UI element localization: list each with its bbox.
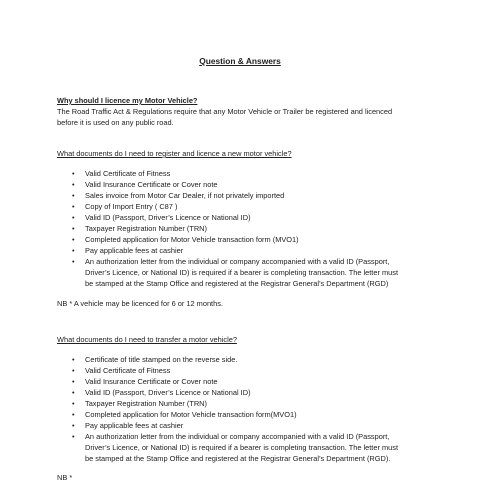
section-heading: Why should I licence my Motor Vehicle?: [57, 96, 198, 105]
list-item: • Completed application for Motor Vehicle transaction form(MVO1): [57, 409, 437, 420]
auth-letter-line: be stamped at the Stamp Office and registered at the Registrar General’s Department (RGD).: [85, 454, 391, 463]
list-item: • Valid ID (Passport, Driver’s Licence or National ID): [57, 212, 437, 223]
section-heading: What documents do I need to transfer a motor vehicle?: [57, 335, 237, 344]
document-list: [57, 354, 437, 464]
list-item: • Sales invoice from Motor Car Dealer, if not privately imported: [57, 190, 437, 201]
licence-note: NB * A vehicle may be licenced for 6 or 12 months.: [57, 299, 223, 308]
list-item: • Valid Certificate of Fitness: [57, 365, 437, 376]
document-list: [57, 168, 437, 289]
answer-text-line: before it is used on any public road.: [57, 118, 174, 127]
auth-letter-line: Driver’s Licence, or National ID) is required if a bearer is completing transaction. The letter must: [85, 268, 399, 277]
list-item: • Valid Insurance Certificate or Cover note: [57, 179, 437, 190]
auth-letter-line: An authorization letter from the individual or company accompanied with a valid ID (Passport,: [85, 257, 390, 266]
section-licence-why: [57, 95, 437, 128]
list-item: • Completed application for Motor Vehicle transaction form (MVO1): [57, 234, 437, 245]
list-item: • Valid Insurance Certificate or Cover note: [57, 376, 437, 387]
list-item: [57, 256, 437, 289]
section-transfer: [57, 334, 437, 483]
section-register-new: [57, 148, 437, 309]
list-item: • Copy of Import Entry ( C87 ): [57, 201, 437, 212]
answer-text-line: The Road Traffic Act & Regulations require that any Motor Vehicle or Trailer be registered and licenced: [57, 107, 393, 116]
transfer-note: NB *: [57, 473, 73, 482]
list-item: • Certificate of title stamped on the reverse side.: [57, 354, 437, 365]
list-item: • Pay applicable fees at cashier: [57, 245, 437, 256]
list-item: [57, 431, 437, 464]
page-title: Question & Answers: [199, 56, 281, 66]
section-heading: What documents do I need to register and licence a new motor vehicle?: [57, 149, 292, 158]
auth-letter-line: be stamped at the Stamp Office and registered at the Registrar General’s Department (RGD): [85, 279, 389, 288]
list-item: • Pay applicable fees at cashier: [57, 420, 437, 431]
list-item: • Taxpayer Registration Number (TRN): [57, 398, 437, 409]
list-item: • Taxpayer Registration Number (TRN): [57, 223, 437, 234]
auth-letter-line: An authorization letter from the individual or company accompanied with a valid ID (Passport,: [85, 432, 390, 441]
auth-letter-line: Driver’s Licence, or National ID) is required if a bearer is completing transaction. The letter must: [85, 443, 399, 452]
list-item: • Valid ID (Passport, Driver’s Licence or National ID): [57, 387, 437, 398]
list-item: • Valid Certificate of Fitness: [57, 168, 437, 179]
